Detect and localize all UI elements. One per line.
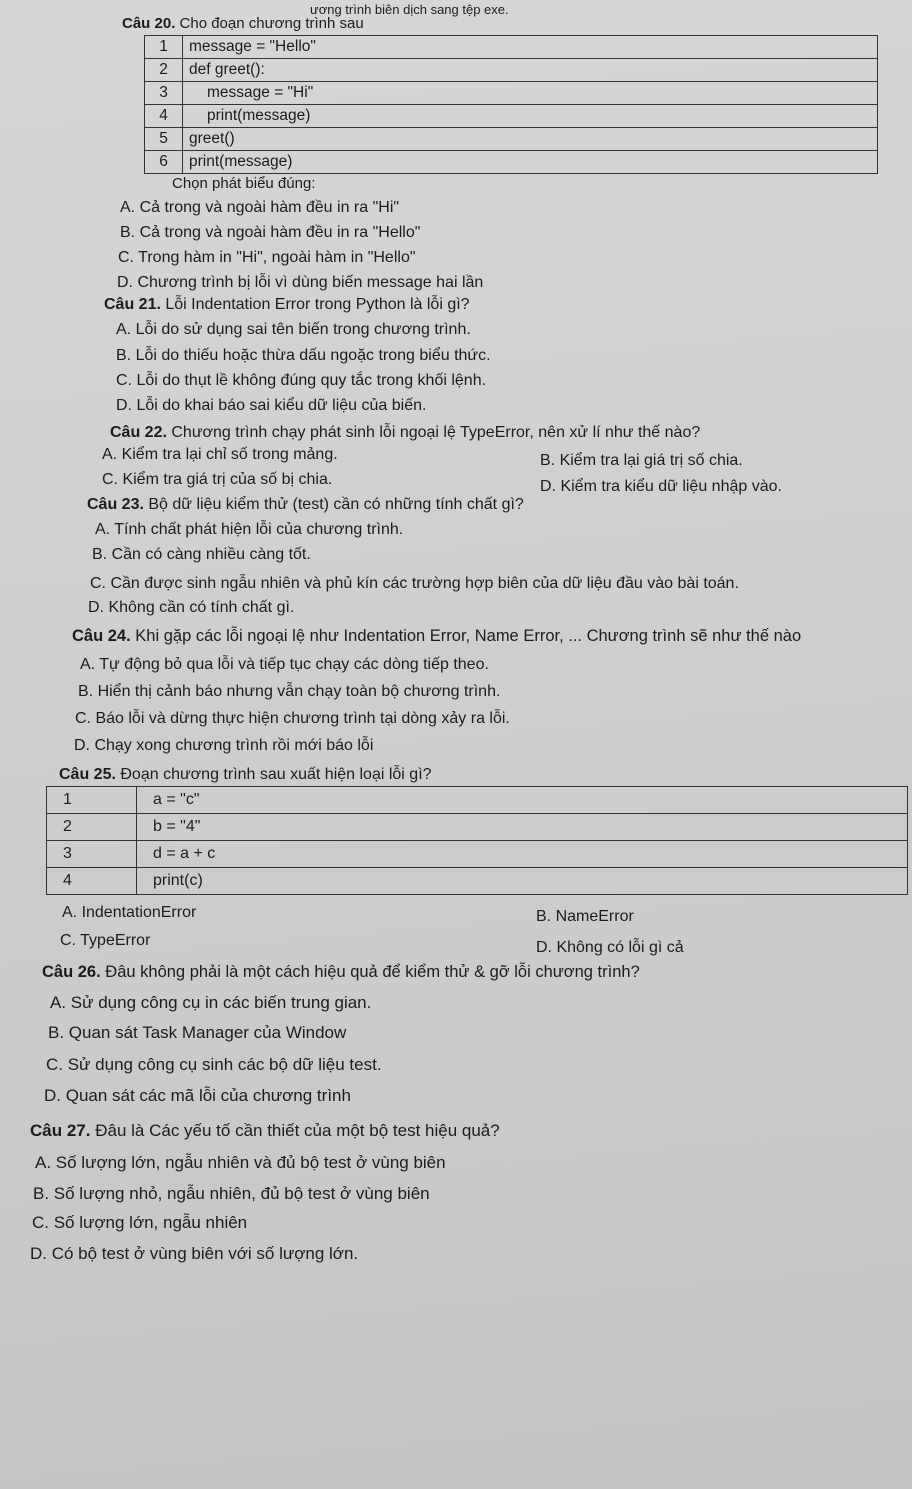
q25-option-d: D. Không có lỗi gì cả	[536, 939, 684, 956]
q25-option-a: A. IndentationError	[62, 904, 197, 921]
code-text: print(message)	[207, 107, 311, 124]
q23-option-c: C. Cần được sinh ngẫu nhiên và phủ kín các trường hợp biên của dữ liệu đầu vào bài toán.	[90, 575, 739, 592]
q24-option-a: A. Tự động bỏ qua lỗi và tiếp tục chạy các dòng tiếp theo.	[80, 656, 489, 673]
q24-option-d: D. Chạy xong chương trình rồi mới báo lỗi	[74, 737, 374, 754]
code-line	[183, 105, 878, 128]
code-row	[145, 128, 878, 151]
q23-text: Bộ dữ liệu kiểm thử (test) cần có những tính chất gì?	[148, 496, 524, 513]
q21-option-d: D. Lỗi do khai báo sai kiểu dữ liệu của biến.	[116, 397, 427, 414]
code-row	[145, 59, 878, 82]
line-number: 4	[145, 105, 183, 128]
q25-text: Đoạn chương trình sau xuất hiện loại lỗi gì?	[120, 766, 432, 783]
q20-text: Cho đoạn chương trình sau	[179, 15, 364, 32]
line-number: 1	[47, 787, 137, 814]
q26-option-b: B. Quan sát Task Manager của Window	[48, 1023, 347, 1042]
q20-option-a: A. Cả trong và ngoài hàm đều in ra "Hi"	[120, 199, 400, 216]
code-line: a = "c"	[137, 787, 908, 814]
q26-number: Câu 26.	[42, 963, 101, 981]
q25-title	[59, 765, 432, 785]
q20-option-b: B. Cả trong và ngoài hàm đều in ra "Hello"	[120, 224, 421, 241]
q27-option-c: C. Số lượng lớn, ngẫu nhiên	[32, 1213, 248, 1232]
q23-option-a: A. Tính chất phát hiện lỗi của chương trình.	[95, 521, 404, 538]
line-number: 2	[47, 814, 137, 841]
code-line: print(message)	[183, 151, 878, 174]
code-line: greet()	[183, 128, 878, 151]
line-number: 6	[145, 151, 183, 174]
line-number: 3	[145, 82, 183, 105]
code-line: print(c)	[137, 868, 908, 895]
line-number: 4	[47, 868, 137, 895]
q21-number: Câu 21.	[104, 296, 161, 313]
q20-number: Câu 20.	[122, 15, 176, 32]
q27-option-a: A. Số lượng lớn, ngẫu nhiên và đủ bộ test ở vùng biên	[35, 1153, 446, 1172]
code-row	[47, 868, 908, 895]
line-number: 3	[47, 841, 137, 868]
q27-number: Câu 27.	[30, 1121, 91, 1140]
q27-option-d: D. Có bộ test ở vùng biên với số lượng lớn.	[30, 1244, 359, 1263]
q26-title	[42, 962, 640, 982]
q24-option-c: C. Báo lỗi và dừng thực hiện chương trình tại dòng xảy ra lỗi.	[75, 710, 510, 727]
q22-option-d: D. Kiểm tra kiểu dữ liệu nhập vào.	[540, 478, 782, 495]
q22-title	[110, 423, 700, 443]
q23-option-b: B. Cần có càng nhiều càng tốt.	[92, 546, 311, 563]
code-row	[47, 841, 908, 868]
q26-option-d: D. Quan sát các mã lỗi của chương trình	[44, 1086, 351, 1105]
q23-option-d: D. Không cần có tính chất gì.	[88, 599, 295, 616]
code-row	[145, 105, 878, 128]
code-line	[183, 82, 878, 105]
code-row	[145, 36, 878, 59]
q23-title	[87, 495, 524, 515]
q22-option-a: A. Kiểm tra lại chỉ số trong mảng.	[102, 446, 338, 463]
q21-option-a: A. Lỗi do sử dụng sai tên biến trong chương trình.	[116, 321, 471, 338]
header-fragment: ương trình biên dịch sang tệp exe.	[310, 2, 509, 17]
code-line: b = "4"	[137, 814, 908, 841]
code-text: message = "Hi"	[207, 84, 314, 101]
line-number: 2	[145, 59, 183, 82]
q27-title	[30, 1121, 500, 1141]
q20-option-d: D. Chương trình bị lỗi vì dùng biến message hai lần	[117, 274, 484, 291]
q24-number: Câu 24.	[72, 627, 131, 645]
q25-number: Câu 25.	[59, 766, 116, 783]
q26-option-a: A. Sử dụng công cụ in các biến trung gian.	[50, 993, 372, 1012]
q24-text: Khi gặp các lỗi ngoại lệ như Indentation Error, Name Error, ... Chương trình sẽ như thế nào	[135, 627, 802, 645]
q21-option-c: C. Lỗi do thụt lề không đúng quy tắc trong khối lệnh.	[116, 372, 487, 389]
q20-code-table	[144, 35, 878, 174]
q24-title	[72, 626, 801, 646]
q21-option-b: B. Lỗi do thiếu hoặc thừa dấu ngoặc trong biểu thức.	[116, 347, 491, 364]
q25-option-b: B. NameError	[536, 908, 634, 925]
code-row	[145, 82, 878, 105]
code-row	[145, 151, 878, 174]
line-number: 1	[145, 36, 183, 59]
q21-text: Lỗi Indentation Error trong Python là lỗi gì?	[165, 296, 470, 313]
q25-option-c: C. TypeError	[60, 932, 151, 949]
q23-number: Câu 23.	[87, 496, 144, 513]
code-row	[47, 814, 908, 841]
q22-option-b: B. Kiểm tra lại giá trị số chia.	[540, 452, 743, 469]
q25-code-table	[46, 786, 908, 895]
q21-title	[104, 295, 470, 315]
line-number: 5	[145, 128, 183, 151]
code-line: message = "Hello"	[183, 36, 878, 59]
q20-prompt: Chọn phát biểu đúng:	[172, 175, 316, 192]
code-line: def greet():	[183, 59, 878, 82]
q20-title	[122, 14, 364, 34]
q22-option-c: C. Kiểm tra giá trị của số bị chia.	[102, 471, 333, 488]
q22-text: Chương trình chạy phát sinh lỗi ngoại lệ TypeError, nên xử lí như thế nào?	[171, 424, 701, 441]
q27-text: Đâu là Các yếu tố cần thiết của một bộ test hiệu quả?	[95, 1121, 500, 1140]
q24-option-b: B. Hiển thị cảnh báo nhưng vẫn chạy toàn bộ chương trình.	[78, 683, 501, 700]
q20-option-c: C. Trong hàm in "Hi", ngoài hàm in "Hello"	[118, 249, 416, 266]
code-line: d = a + c	[137, 841, 908, 868]
code-row	[47, 787, 908, 814]
q22-number: Câu 22.	[110, 424, 167, 441]
q26-option-c: C. Sử dụng công cụ sinh các bộ dữ liệu test.	[46, 1055, 382, 1074]
q27-option-b: B. Số lượng nhỏ, ngẫu nhiên, đủ bộ test ở vùng biên	[33, 1184, 430, 1203]
q26-text: Đâu không phải là một cách hiệu quả để kiểm thử & gỡ lỗi chương trình?	[105, 963, 640, 981]
